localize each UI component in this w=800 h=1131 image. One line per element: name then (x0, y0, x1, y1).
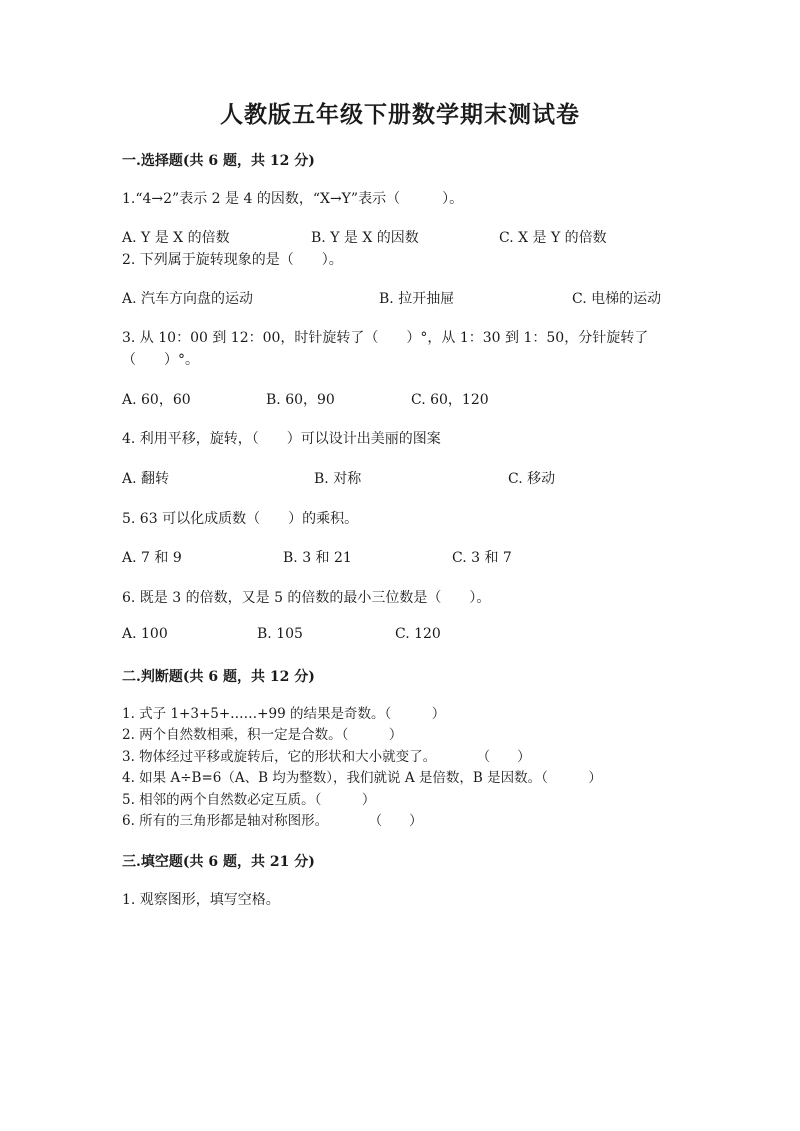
choice-question-4: 4. 利用平移，旋转，（ ）可以设计出美丽的图案 (122, 431, 441, 447)
section-heading-judgement: 二.判断题(共 6 题，共 12 分) (122, 669, 315, 685)
choice-option-a: A. 7 和 9 (122, 550, 182, 566)
judgement-item-2: 2. 两个自然数相乘，积一定是合数。（ ） (122, 727, 403, 743)
choice-option-b: B. 60，90 (266, 392, 335, 408)
choice-question-6: 6. 既是 3 的倍数，又是 5 的倍数的最小三位数是（ ）。 (122, 590, 491, 606)
choice-question-2: 2. 下列属于旋转现象的是（ ）。 (122, 252, 343, 268)
fill-question-1: 1. 观察图形，填写空格。 (122, 892, 280, 908)
judgement-item-1: 1. 式子 1+3+5+……+99 的结果是奇数。（ ） (122, 706, 446, 722)
choice-option-b: B. Y 是 X 的因数 (311, 230, 419, 246)
judgement-item-3: 3. 物体经过平移或旋转后，它的形状和大小就变了。 （ ） (122, 749, 531, 765)
choice-option-a: A. 汽车方向盘的运动 (122, 291, 254, 307)
choice-option-c: C. 60，120 (411, 392, 489, 408)
choice-option-b: B. 105 (257, 626, 303, 642)
judgement-item-4: 4. 如果 A÷B=6（A、B 均为整数），我们就说 A 是倍数，B 是因数。（ ） (122, 770, 602, 786)
choice-option-a: A. 翻转 (122, 471, 170, 487)
judgement-item-5: 5. 相邻的两个自然数必定互质。（ ） (122, 792, 376, 808)
choice-option-a: A. Y 是 X 的倍数 (122, 230, 230, 246)
section-heading-choice: 一.选择题(共 6 题，共 12 分) (122, 153, 315, 169)
choice-option-c: C. 3 和 7 (452, 550, 512, 566)
choice-option-c: C. 移动 (508, 471, 556, 487)
choice-option-c: C. X 是 Y 的倍数 (499, 230, 607, 246)
page-title: 人教版五年级下册数学期末测试卷 (220, 101, 580, 128)
choice-question-1: 1.“4→2”表示 2 是 4 的因数，“X→Y”表示（ ）。 (122, 191, 464, 207)
choice-option-a: A. 100 (122, 626, 168, 642)
choice-option-b: B. 3 和 21 (283, 550, 352, 566)
choice-option-b: B. 对称 (314, 471, 362, 487)
choice-option-a: A. 60，60 (122, 392, 191, 408)
choice-option-c: C. 120 (395, 626, 441, 642)
choice-option-c: C. 电梯的运动 (572, 291, 662, 307)
choice-question-3: 3. 从 10：00 到 12：00，时针旋转了（ ）°，从 1：30 到 1：50，分针旋转了（ ）°。 (122, 330, 649, 368)
section-heading-fill-blank: 三.填空题(共 6 题，共 21 分) (122, 854, 315, 870)
judgement-item-6: 6. 所有的三角形都是轴对称图形。 （ ） (122, 813, 423, 829)
choice-question-5: 5. 63 可以化成质数（ ）的乘积。 (122, 511, 359, 527)
choice-option-b: B. 拉开抽屉 (379, 291, 455, 307)
